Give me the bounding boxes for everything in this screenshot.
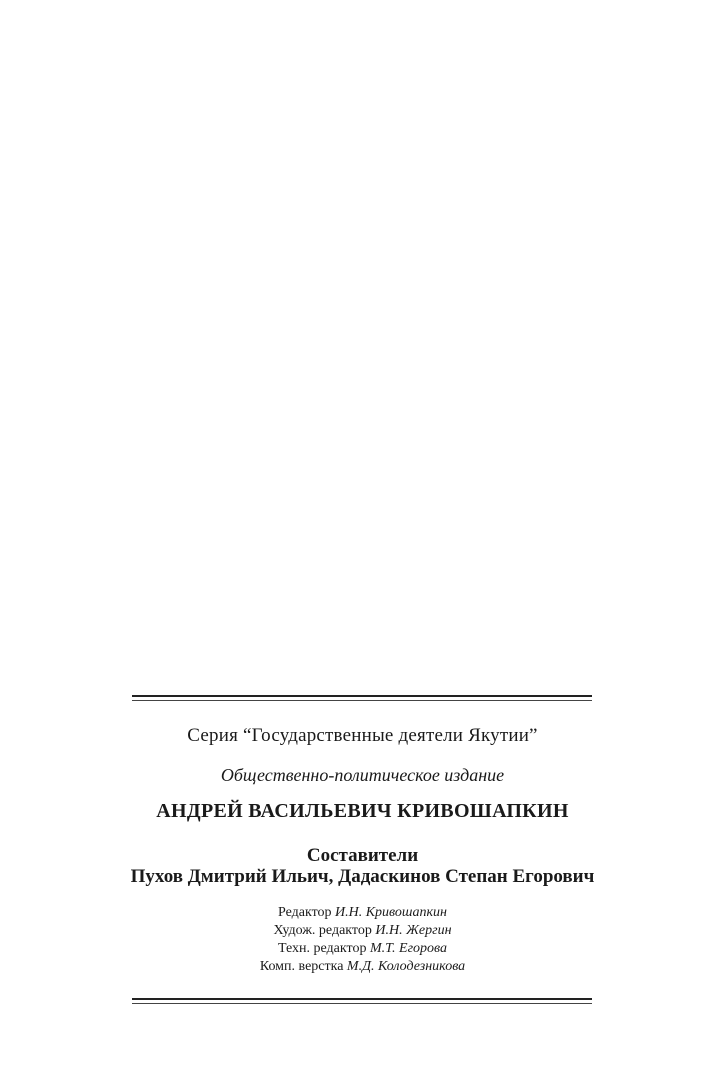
credit-person: И.Н. Кривошапкин (335, 905, 447, 920)
credit-art-editor (0, 922, 725, 940)
credits-block (0, 904, 725, 976)
credit-person: И.Н. Жергин (375, 923, 452, 938)
book-title: АНДРЕЙ ВАСИЛЬЕВИЧ КРИВОШАПКИН (156, 800, 569, 822)
credit-role: Техн. редактор (277, 941, 367, 956)
credit-role: Комп. верстка (259, 959, 344, 974)
credit-tech-editor (0, 940, 725, 958)
edition-type: Общественно-политическое издание (220, 765, 505, 785)
top-double-rule (132, 695, 592, 697)
credit-person: М.Д. Колодезникова (346, 959, 466, 974)
compilers-names: Пухов Дмитрий Ильич, Дадаскинов Степан Егорович (130, 866, 595, 887)
credit-role: Худож. редактор (273, 923, 372, 938)
credit-layout (0, 958, 725, 976)
credit-person: М.Т. Егорова (369, 941, 448, 956)
bottom-double-rule (132, 998, 592, 1000)
credit-editor (0, 904, 725, 922)
credit-role: Редактор (277, 905, 332, 920)
compilers-label: Составители (306, 845, 419, 866)
series-title: Серия “Государственные деятели Якутии” (187, 725, 538, 746)
